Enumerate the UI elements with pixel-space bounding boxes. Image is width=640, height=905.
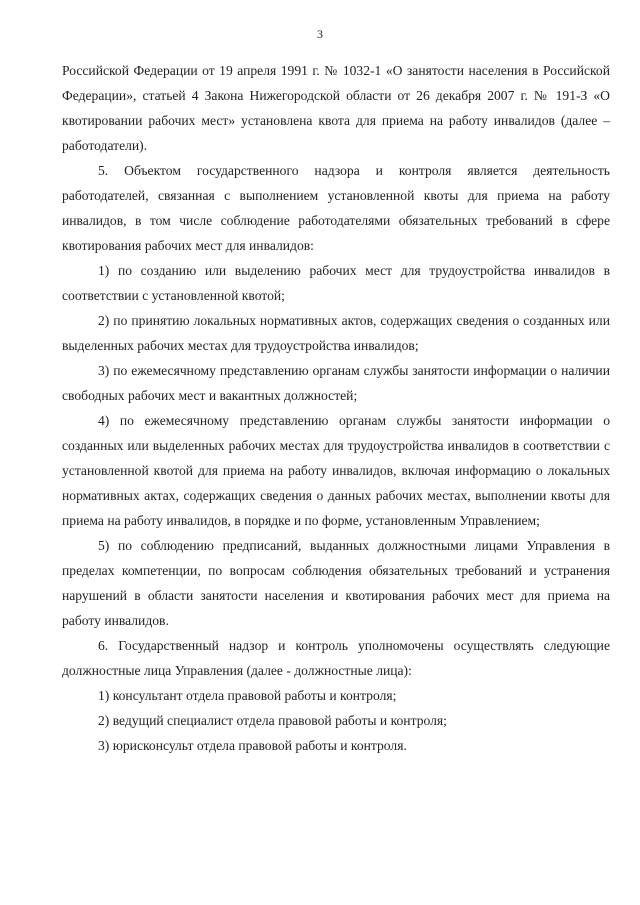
paragraph: Российской Федерации от 19 апреля 1991 г. № 1032-1 «О занятости населения в Российской Федерации», статьей 4 Закона Нижегородской области от 26 декабря 2007 г. № 191-З «О квотировании рабочих мест» установлена квота для приема на работу инвалидов (далее – работодатели). <box>62 63 610 153</box>
paragraph: 2) ведущий специалист отдела правовой работы и контроля; <box>98 713 447 728</box>
paragraph: 5) по соблюдению предписаний, выданных должностными лицами Управления в пределах компетенции, по вопросам соблюдения обязательных требований и устранения нарушений в области занятости населения и квотирования рабочих мест для приема на работу инвалидов. <box>62 538 610 628</box>
paragraph: 1) консультант отдела правовой работы и контроля; <box>98 688 397 703</box>
paragraph: 4) по ежемесячному представлению органам службы занятости информации о созданных или выделенных рабочих местах для трудоустройства инвалидов в соответствии с установленной квотой для приема на работу инвалидов, включая информацию о локальных нормативных актах, содержащих сведения о данных рабочих местах, выполнении квоты для приема на работу инвалидов, в порядке и по форме, установленным Управлением; <box>62 413 610 528</box>
paragraph: 5. Объектом государственного надзора и контроля является деятельность работодателей, связанная с выполнением установленной квоты для приема на работу инвалидов, в том числе соблюдение работодателями обязательных требований в сфере квотирования рабочих мест для инвалидов: <box>62 163 610 253</box>
paragraph: 6. Государственный надзор и контроль уполномочены осуществлять следующие должностные лица Управления (далее - должностные лица): <box>62 638 610 678</box>
paragraph: 2) по принятию локальных нормативных актов, содержащих сведения о созданных или выделенных рабочих местах для трудоустройства инвалидов; <box>62 313 610 353</box>
page-number: 3 <box>317 27 323 41</box>
paragraph: 3) по ежемесячному представлению органам службы занятости информации о наличии свободных рабочих мест и вакантных должностей; <box>62 363 610 403</box>
paragraph: 3) юрисконсульт отдела правовой работы и контроля. <box>98 738 407 753</box>
document-body <box>62 58 610 758</box>
paragraph: 1) по созданию или выделению рабочих мест для трудоустройства инвалидов в соответствии с установленной квотой; <box>62 263 610 303</box>
